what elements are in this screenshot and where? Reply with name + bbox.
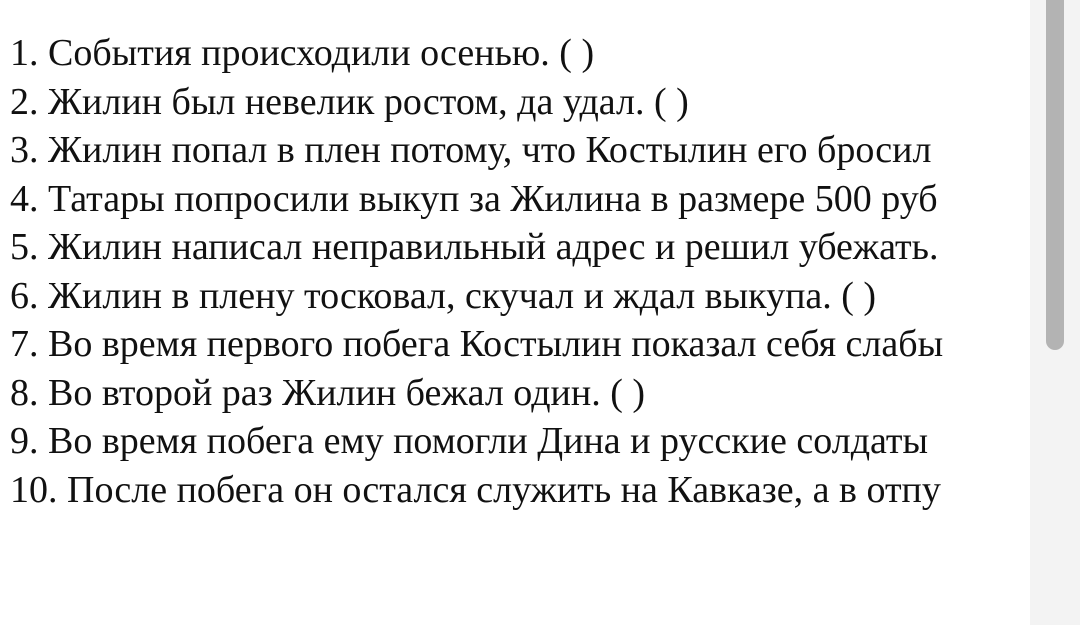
- statement-2: 2. Жилин был невелик ростом, да удал. ( ): [10, 80, 689, 123]
- statement-1: 1. События происходили осенью. ( ): [10, 32, 595, 74]
- statement-5: 5. Жилин написал неправильный адрес и решил убежать.: [10, 226, 939, 268]
- statement-6: 6. Жилин в плену тосковал, скучал и ждал выкупа. ( ): [10, 274, 877, 317]
- statement-8: 8. Во второй раз Жилин бежал один. ( ): [10, 371, 646, 414]
- statement-10: 10. После побега он остался служить на Кавказе, а в отпу: [10, 468, 941, 511]
- statement-7: 7. Во время первого побега Костылин показал себя слабы: [10, 323, 944, 365]
- statement-4: 4. Татары попросили выкуп за Жилина в размере 500 руб: [10, 177, 938, 220]
- statement-3: 3. Жилин попал в плен потому, что Костылин его бросил: [10, 129, 932, 171]
- vertical-scrollbar-thumb[interactable]: [1046, 0, 1064, 350]
- statement-list: [10, 29, 1030, 514]
- statement-9: 9. Во время побега ему помогли Дина и русские солдаты: [10, 420, 929, 462]
